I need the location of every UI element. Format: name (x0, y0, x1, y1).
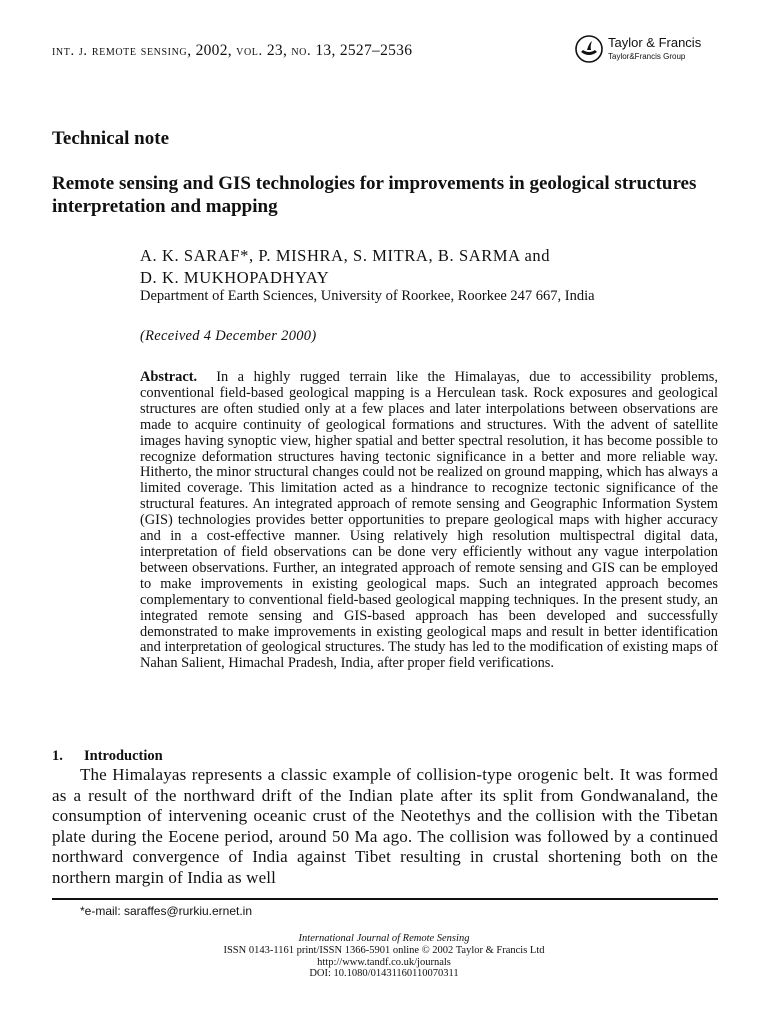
page-footer (0, 933, 768, 980)
footer-journal: International Journal of Remote Sensing (298, 933, 470, 944)
abstract (140, 370, 718, 672)
introduction-text: The Himalayas represents a classic example of collision-type orogenic belt. It was formed as a result of the northward drift of the Indian plate after its split from Gondwanaland, the consumption of intervening oceanic crust of the Neotethys and the collision with the Tibetan plate during the Eocene period, around 50 Ma ago. The collision was followed by a continued northward convergence of India against Tibet resulting in crustal shortening both on the northern margin of India as well (52, 765, 718, 887)
running-header (52, 42, 412, 60)
vol-label: vol. (236, 43, 263, 59)
issue-label: no. (291, 43, 312, 59)
lamp-logo-icon (574, 34, 604, 64)
journal-abbrev: int. j. remote sensing (52, 43, 188, 59)
publisher-name: Taylor & Francis (608, 35, 702, 50)
section-heading (52, 748, 163, 765)
received-date: (Received 4 December 2000) (140, 328, 317, 344)
publisher-logo (574, 34, 714, 66)
footnote-divider (52, 898, 718, 900)
authors-line-1: A. K. SARAF*, P. MISHRA, S. MITRA, B. SARMA and (140, 246, 551, 265)
footer-url[interactable]: http://www.tandf.co.uk/journals (317, 956, 451, 968)
section-title: Introduction (84, 748, 163, 764)
author-list (140, 245, 660, 289)
abstract-text: In a highly rugged terrain like the Himalayas, due to accessibility problems, conventional field-based geological mapping is a Herculean task. Rock exposures and geological structures are often studied only at a few places and later interpolations between observations are made to acquire continuity of geological formations and structures. With the advent of satellite images having synoptic view, higher spatial and better spectral resolution, it has become possible to recognize deformation structures having tectonic significance in a better and more reliable way. Hitherto, the minor structural changes could not be realized on ground mapping, which has always a limited coverage. This limitation acted as a hindrance to recognize tectonic significance of the structural features. An integrated approach of remote sensing and Geographic Information System (GIS) technologies provides better opportunities to prepare geological maps with higher accuracy and in a cost-effective manner. Using relatively high resolution multispectral digital data, interpretation of field observations can be done very efficiently without any vague interpolation between observations. Further, an integrated approach of remote sensing and GIS can be employed to make improvements in existing geological maps. Such an integrated approach becomes complementary to conventional field-based geological mapping techniques. In the present study, an integrated remote sensing and GIS-based approach has been developed and successfully demonstrated to make improvements in existing geological maps and result in better identification and interpretation of geological structures. The study has led to the modification of existing maps of Nahan Salient, Himachal Pradesh, India, after proper field verifications. (140, 369, 719, 672)
authors-line-2: D. K. MUKHOPADHYAY (140, 268, 330, 287)
publisher-group: Taylor&Francis Group (608, 52, 686, 61)
article-title: Remote sensing and GIS technologies for improvements in geological structures interpretation and mapping (52, 173, 697, 217)
affiliation: Department of Earth Sciences, University of Roorkee, Roorkee 247 667, India (140, 288, 595, 304)
section-number: 1. (52, 748, 63, 764)
footnote: *e-mail: saraffes@rurkiu.ernet.in (80, 904, 253, 918)
abstract-label: Abstract. (140, 369, 198, 385)
introduction-paragraph (52, 765, 718, 888)
footer-issn: ISSN 0143-1161 print/ISSN 1366-5901 online © 2002 Taylor & Francis Ltd (223, 944, 545, 956)
article-kind: Technical note (52, 128, 169, 149)
issue-pages: 13, 2527–2536 (311, 42, 413, 59)
footer-doi: DOI: 10.1080/01431160110070311 (309, 968, 459, 980)
year-text: , 2002, (187, 42, 237, 59)
vol-number: 23, (262, 42, 292, 59)
